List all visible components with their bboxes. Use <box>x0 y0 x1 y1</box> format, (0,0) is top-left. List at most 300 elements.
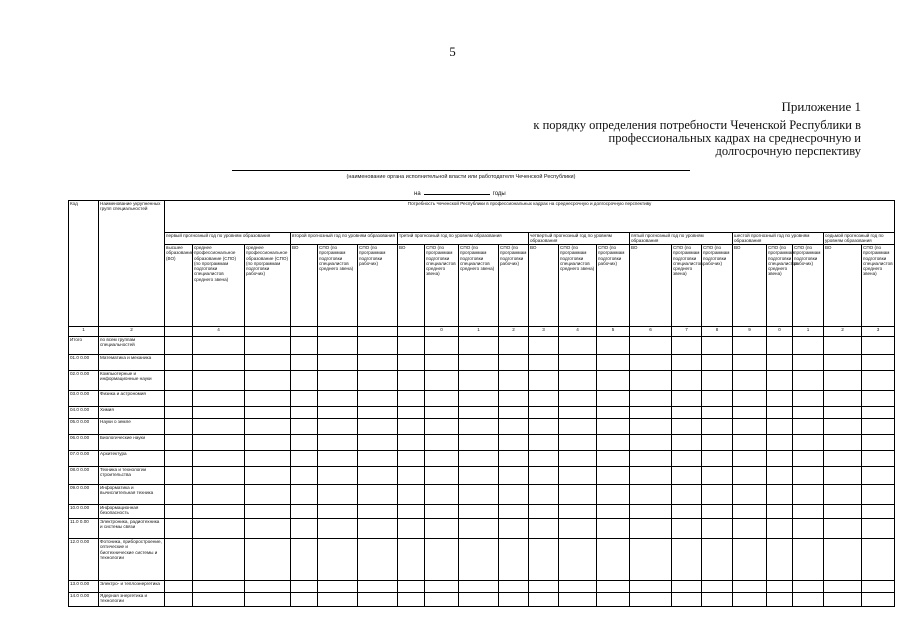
value-cell[interactable] <box>702 419 733 435</box>
value-cell[interactable] <box>193 371 245 391</box>
value-cell[interactable] <box>358 419 398 435</box>
value-cell[interactable] <box>559 451 597 467</box>
value-cell[interactable] <box>398 467 425 485</box>
value-cell[interactable] <box>672 391 702 407</box>
value-cell[interactable] <box>499 467 529 485</box>
value-cell[interactable] <box>672 337 702 355</box>
value-cell[interactable] <box>398 355 425 371</box>
value-cell[interactable] <box>824 539 862 581</box>
value-cell[interactable] <box>193 451 245 467</box>
value-cell[interactable] <box>245 355 291 371</box>
value-cell[interactable] <box>793 485 824 505</box>
value-cell[interactable] <box>630 519 672 539</box>
value-cell[interactable] <box>630 505 672 519</box>
value-cell[interactable] <box>733 337 767 355</box>
value-cell[interactable] <box>702 519 733 539</box>
value-cell[interactable] <box>559 391 597 407</box>
value-cell[interactable] <box>318 407 358 419</box>
value-cell[interactable] <box>793 451 824 467</box>
value-cell[interactable] <box>733 593 767 607</box>
value-cell[interactable] <box>672 451 702 467</box>
value-cell[interactable] <box>165 593 193 607</box>
value-cell[interactable] <box>862 371 895 391</box>
value-cell[interactable] <box>459 467 499 485</box>
value-cell[interactable] <box>358 435 398 451</box>
value-cell[interactable] <box>499 593 529 607</box>
value-cell[interactable] <box>245 391 291 407</box>
value-cell[interactable] <box>398 371 425 391</box>
value-cell[interactable] <box>702 581 733 593</box>
value-cell[interactable] <box>358 485 398 505</box>
value-cell[interactable] <box>398 593 425 607</box>
value-cell[interactable] <box>291 519 318 539</box>
value-cell[interactable] <box>358 539 398 581</box>
value-cell[interactable] <box>862 451 895 467</box>
value-cell[interactable] <box>862 435 895 451</box>
value-cell[interactable] <box>672 485 702 505</box>
value-cell[interactable] <box>862 391 895 407</box>
value-cell[interactable] <box>733 451 767 467</box>
value-cell[interactable] <box>425 581 459 593</box>
value-cell[interactable] <box>824 419 862 435</box>
value-cell[interactable] <box>767 337 793 355</box>
value-cell[interactable] <box>291 337 318 355</box>
value-cell[interactable] <box>318 593 358 607</box>
value-cell[interactable] <box>862 519 895 539</box>
value-cell[interactable] <box>193 337 245 355</box>
value-cell[interactable] <box>358 467 398 485</box>
value-cell[interactable] <box>499 371 529 391</box>
value-cell[interactable] <box>529 581 559 593</box>
value-cell[interactable] <box>559 467 597 485</box>
value-cell[interactable] <box>733 539 767 581</box>
value-cell[interactable] <box>733 407 767 419</box>
value-cell[interactable] <box>824 337 862 355</box>
value-cell[interactable] <box>291 407 318 419</box>
value-cell[interactable] <box>824 485 862 505</box>
value-cell[interactable] <box>702 371 733 391</box>
value-cell[interactable] <box>529 371 559 391</box>
value-cell[interactable] <box>630 407 672 419</box>
value-cell[interactable] <box>672 419 702 435</box>
value-cell[interactable] <box>702 407 733 419</box>
value-cell[interactable] <box>529 337 559 355</box>
value-cell[interactable] <box>559 337 597 355</box>
value-cell[interactable] <box>597 391 630 407</box>
value-cell[interactable] <box>672 407 702 419</box>
value-cell[interactable] <box>165 371 193 391</box>
value-cell[interactable] <box>459 581 499 593</box>
value-cell[interactable] <box>291 451 318 467</box>
value-cell[interactable] <box>733 485 767 505</box>
value-cell[interactable] <box>597 581 630 593</box>
value-cell[interactable] <box>672 519 702 539</box>
value-cell[interactable] <box>358 355 398 371</box>
value-cell[interactable] <box>733 391 767 407</box>
value-cell[interactable] <box>767 467 793 485</box>
value-cell[interactable] <box>318 581 358 593</box>
value-cell[interactable] <box>767 485 793 505</box>
value-cell[interactable] <box>559 539 597 581</box>
value-cell[interactable] <box>245 407 291 419</box>
value-cell[interactable] <box>165 355 193 371</box>
value-cell[interactable] <box>597 519 630 539</box>
value-cell[interactable] <box>499 581 529 593</box>
value-cell[interactable] <box>793 539 824 581</box>
value-cell[interactable] <box>318 391 358 407</box>
value-cell[interactable] <box>793 419 824 435</box>
value-cell[interactable] <box>245 485 291 505</box>
value-cell[interactable] <box>165 419 193 435</box>
value-cell[interactable] <box>529 407 559 419</box>
value-cell[interactable] <box>318 467 358 485</box>
value-cell[interactable] <box>193 407 245 419</box>
value-cell[interactable] <box>245 435 291 451</box>
value-cell[interactable] <box>529 451 559 467</box>
value-cell[interactable] <box>767 419 793 435</box>
value-cell[interactable] <box>702 451 733 467</box>
value-cell[interactable] <box>630 419 672 435</box>
value-cell[interactable] <box>245 539 291 581</box>
value-cell[interactable] <box>702 337 733 355</box>
value-cell[interactable] <box>733 371 767 391</box>
value-cell[interactable] <box>398 337 425 355</box>
value-cell[interactable] <box>165 485 193 505</box>
value-cell[interactable] <box>358 337 398 355</box>
value-cell[interactable] <box>672 505 702 519</box>
value-cell[interactable] <box>702 485 733 505</box>
value-cell[interactable] <box>559 519 597 539</box>
value-cell[interactable] <box>165 505 193 519</box>
value-cell[interactable] <box>398 505 425 519</box>
value-cell[interactable] <box>529 485 559 505</box>
value-cell[interactable] <box>597 407 630 419</box>
value-cell[interactable] <box>824 467 862 485</box>
value-cell[interactable] <box>358 451 398 467</box>
value-cell[interactable] <box>499 337 529 355</box>
value-cell[interactable] <box>499 407 529 419</box>
value-cell[interactable] <box>398 391 425 407</box>
value-cell[interactable] <box>862 593 895 607</box>
value-cell[interactable] <box>767 581 793 593</box>
value-cell[interactable] <box>793 337 824 355</box>
value-cell[interactable] <box>559 593 597 607</box>
value-cell[interactable] <box>318 371 358 391</box>
value-cell[interactable] <box>672 593 702 607</box>
value-cell[interactable] <box>767 519 793 539</box>
value-cell[interactable] <box>499 505 529 519</box>
value-cell[interactable] <box>529 419 559 435</box>
value-cell[interactable] <box>767 451 793 467</box>
value-cell[interactable] <box>425 391 459 407</box>
value-cell[interactable] <box>529 519 559 539</box>
value-cell[interactable] <box>291 391 318 407</box>
value-cell[interactable] <box>318 485 358 505</box>
value-cell[interactable] <box>630 451 672 467</box>
value-cell[interactable] <box>318 355 358 371</box>
value-cell[interactable] <box>398 539 425 581</box>
value-cell[interactable] <box>862 539 895 581</box>
value-cell[interactable] <box>291 419 318 435</box>
value-cell[interactable] <box>165 467 193 485</box>
value-cell[interactable] <box>193 355 245 371</box>
value-cell[interactable] <box>459 505 499 519</box>
value-cell[interactable] <box>767 391 793 407</box>
value-cell[interactable] <box>862 505 895 519</box>
value-cell[interactable] <box>597 435 630 451</box>
value-cell[interactable] <box>529 435 559 451</box>
value-cell[interactable] <box>559 505 597 519</box>
value-cell[interactable] <box>702 391 733 407</box>
value-cell[interactable] <box>425 337 459 355</box>
value-cell[interactable] <box>733 519 767 539</box>
value-cell[interactable] <box>459 451 499 467</box>
value-cell[interactable] <box>165 435 193 451</box>
value-cell[interactable] <box>318 435 358 451</box>
value-cell[interactable] <box>398 451 425 467</box>
value-cell[interactable] <box>499 485 529 505</box>
value-cell[interactable] <box>245 337 291 355</box>
value-cell[interactable] <box>630 435 672 451</box>
value-cell[interactable] <box>499 539 529 581</box>
value-cell[interactable] <box>425 419 459 435</box>
value-cell[interactable] <box>459 485 499 505</box>
value-cell[interactable] <box>630 581 672 593</box>
value-cell[interactable] <box>862 355 895 371</box>
value-cell[interactable] <box>425 519 459 539</box>
value-cell[interactable] <box>824 519 862 539</box>
value-cell[interactable] <box>630 391 672 407</box>
value-cell[interactable] <box>425 505 459 519</box>
value-cell[interactable] <box>767 355 793 371</box>
value-cell[interactable] <box>767 371 793 391</box>
value-cell[interactable] <box>193 391 245 407</box>
value-cell[interactable] <box>672 435 702 451</box>
value-cell[interactable] <box>559 407 597 419</box>
value-cell[interactable] <box>824 391 862 407</box>
value-cell[interactable] <box>733 355 767 371</box>
value-cell[interactable] <box>245 371 291 391</box>
value-cell[interactable] <box>529 593 559 607</box>
value-cell[interactable] <box>318 505 358 519</box>
value-cell[interactable] <box>793 581 824 593</box>
value-cell[interactable] <box>459 355 499 371</box>
value-cell[interactable] <box>425 593 459 607</box>
value-cell[interactable] <box>245 419 291 435</box>
value-cell[interactable] <box>597 467 630 485</box>
value-cell[interactable] <box>165 337 193 355</box>
value-cell[interactable] <box>767 539 793 581</box>
value-cell[interactable] <box>358 581 398 593</box>
value-cell[interactable] <box>529 391 559 407</box>
value-cell[interactable] <box>245 451 291 467</box>
value-cell[interactable] <box>425 371 459 391</box>
value-cell[interactable] <box>193 581 245 593</box>
value-cell[interactable] <box>291 485 318 505</box>
value-cell[interactable] <box>733 467 767 485</box>
value-cell[interactable] <box>425 467 459 485</box>
value-cell[interactable] <box>193 419 245 435</box>
value-cell[interactable] <box>767 435 793 451</box>
value-cell[interactable] <box>318 419 358 435</box>
value-cell[interactable] <box>529 355 559 371</box>
value-cell[interactable] <box>398 581 425 593</box>
value-cell[interactable] <box>425 355 459 371</box>
value-cell[interactable] <box>630 355 672 371</box>
value-cell[interactable] <box>245 467 291 485</box>
value-cell[interactable] <box>358 505 398 519</box>
value-cell[interactable] <box>165 407 193 419</box>
value-cell[interactable] <box>245 593 291 607</box>
value-cell[interactable] <box>318 539 358 581</box>
value-cell[interactable] <box>165 539 193 581</box>
value-cell[interactable] <box>459 337 499 355</box>
value-cell[interactable] <box>733 435 767 451</box>
value-cell[interactable] <box>529 467 559 485</box>
value-cell[interactable] <box>318 519 358 539</box>
value-cell[interactable] <box>459 391 499 407</box>
value-cell[interactable] <box>597 539 630 581</box>
value-cell[interactable] <box>245 581 291 593</box>
value-cell[interactable] <box>793 435 824 451</box>
value-cell[interactable] <box>793 467 824 485</box>
value-cell[interactable] <box>291 467 318 485</box>
value-cell[interactable] <box>824 451 862 467</box>
value-cell[interactable] <box>318 451 358 467</box>
value-cell[interactable] <box>862 581 895 593</box>
value-cell[interactable] <box>597 337 630 355</box>
value-cell[interactable] <box>630 371 672 391</box>
value-cell[interactable] <box>793 355 824 371</box>
value-cell[interactable] <box>597 371 630 391</box>
value-cell[interactable] <box>459 371 499 391</box>
value-cell[interactable] <box>672 539 702 581</box>
value-cell[interactable] <box>291 505 318 519</box>
value-cell[interactable] <box>291 593 318 607</box>
value-cell[interactable] <box>824 371 862 391</box>
value-cell[interactable] <box>165 581 193 593</box>
value-cell[interactable] <box>529 539 559 581</box>
value-cell[interactable] <box>499 391 529 407</box>
value-cell[interactable] <box>630 593 672 607</box>
value-cell[interactable] <box>291 435 318 451</box>
value-cell[interactable] <box>597 451 630 467</box>
value-cell[interactable] <box>862 467 895 485</box>
value-cell[interactable] <box>672 355 702 371</box>
value-cell[interactable] <box>824 435 862 451</box>
value-cell[interactable] <box>767 593 793 607</box>
value-cell[interactable] <box>459 435 499 451</box>
value-cell[interactable] <box>630 337 672 355</box>
value-cell[interactable] <box>597 485 630 505</box>
value-cell[interactable] <box>459 539 499 581</box>
value-cell[interactable] <box>291 355 318 371</box>
value-cell[interactable] <box>702 505 733 519</box>
value-cell[interactable] <box>767 505 793 519</box>
value-cell[interactable] <box>824 407 862 419</box>
value-cell[interactable] <box>702 593 733 607</box>
value-cell[interactable] <box>824 505 862 519</box>
value-cell[interactable] <box>291 371 318 391</box>
value-cell[interactable] <box>165 451 193 467</box>
value-cell[interactable] <box>862 337 895 355</box>
value-cell[interactable] <box>529 505 559 519</box>
value-cell[interactable] <box>559 419 597 435</box>
value-cell[interactable] <box>862 407 895 419</box>
value-cell[interactable] <box>733 419 767 435</box>
value-cell[interactable] <box>862 419 895 435</box>
value-cell[interactable] <box>459 519 499 539</box>
value-cell[interactable] <box>193 519 245 539</box>
value-cell[interactable] <box>358 391 398 407</box>
value-cell[interactable] <box>672 581 702 593</box>
value-cell[interactable] <box>398 407 425 419</box>
value-cell[interactable] <box>824 581 862 593</box>
value-cell[interactable] <box>425 451 459 467</box>
value-cell[interactable] <box>702 467 733 485</box>
value-cell[interactable] <box>824 355 862 371</box>
value-cell[interactable] <box>630 539 672 581</box>
value-cell[interactable] <box>425 539 459 581</box>
value-cell[interactable] <box>559 371 597 391</box>
value-cell[interactable] <box>358 407 398 419</box>
value-cell[interactable] <box>398 519 425 539</box>
value-cell[interactable] <box>824 593 862 607</box>
value-cell[interactable] <box>459 407 499 419</box>
value-cell[interactable] <box>630 485 672 505</box>
value-cell[interactable] <box>559 485 597 505</box>
value-cell[interactable] <box>672 467 702 485</box>
value-cell[interactable] <box>793 593 824 607</box>
value-cell[interactable] <box>193 539 245 581</box>
value-cell[interactable] <box>793 519 824 539</box>
value-cell[interactable] <box>597 505 630 519</box>
value-cell[interactable] <box>358 593 398 607</box>
value-cell[interactable] <box>425 485 459 505</box>
value-cell[interactable] <box>499 419 529 435</box>
value-cell[interactable] <box>398 419 425 435</box>
value-cell[interactable] <box>499 435 529 451</box>
value-cell[interactable] <box>358 371 398 391</box>
value-cell[interactable] <box>559 435 597 451</box>
value-cell[interactable] <box>793 391 824 407</box>
value-cell[interactable] <box>291 539 318 581</box>
value-cell[interactable] <box>398 485 425 505</box>
value-cell[interactable] <box>597 355 630 371</box>
value-cell[interactable] <box>499 355 529 371</box>
value-cell[interactable] <box>193 435 245 451</box>
value-cell[interactable] <box>793 407 824 419</box>
value-cell[interactable] <box>425 435 459 451</box>
value-cell[interactable] <box>193 485 245 505</box>
value-cell[interactable] <box>793 371 824 391</box>
value-cell[interactable] <box>630 467 672 485</box>
value-cell[interactable] <box>425 407 459 419</box>
value-cell[interactable] <box>165 391 193 407</box>
value-cell[interactable] <box>733 505 767 519</box>
value-cell[interactable] <box>597 593 630 607</box>
value-cell[interactable] <box>862 485 895 505</box>
value-cell[interactable] <box>245 519 291 539</box>
value-cell[interactable] <box>398 435 425 451</box>
value-cell[interactable] <box>559 355 597 371</box>
value-cell[interactable] <box>318 337 358 355</box>
value-cell[interactable] <box>459 419 499 435</box>
value-cell[interactable] <box>358 519 398 539</box>
value-cell[interactable] <box>245 505 291 519</box>
value-cell[interactable] <box>559 581 597 593</box>
value-cell[interactable] <box>672 371 702 391</box>
